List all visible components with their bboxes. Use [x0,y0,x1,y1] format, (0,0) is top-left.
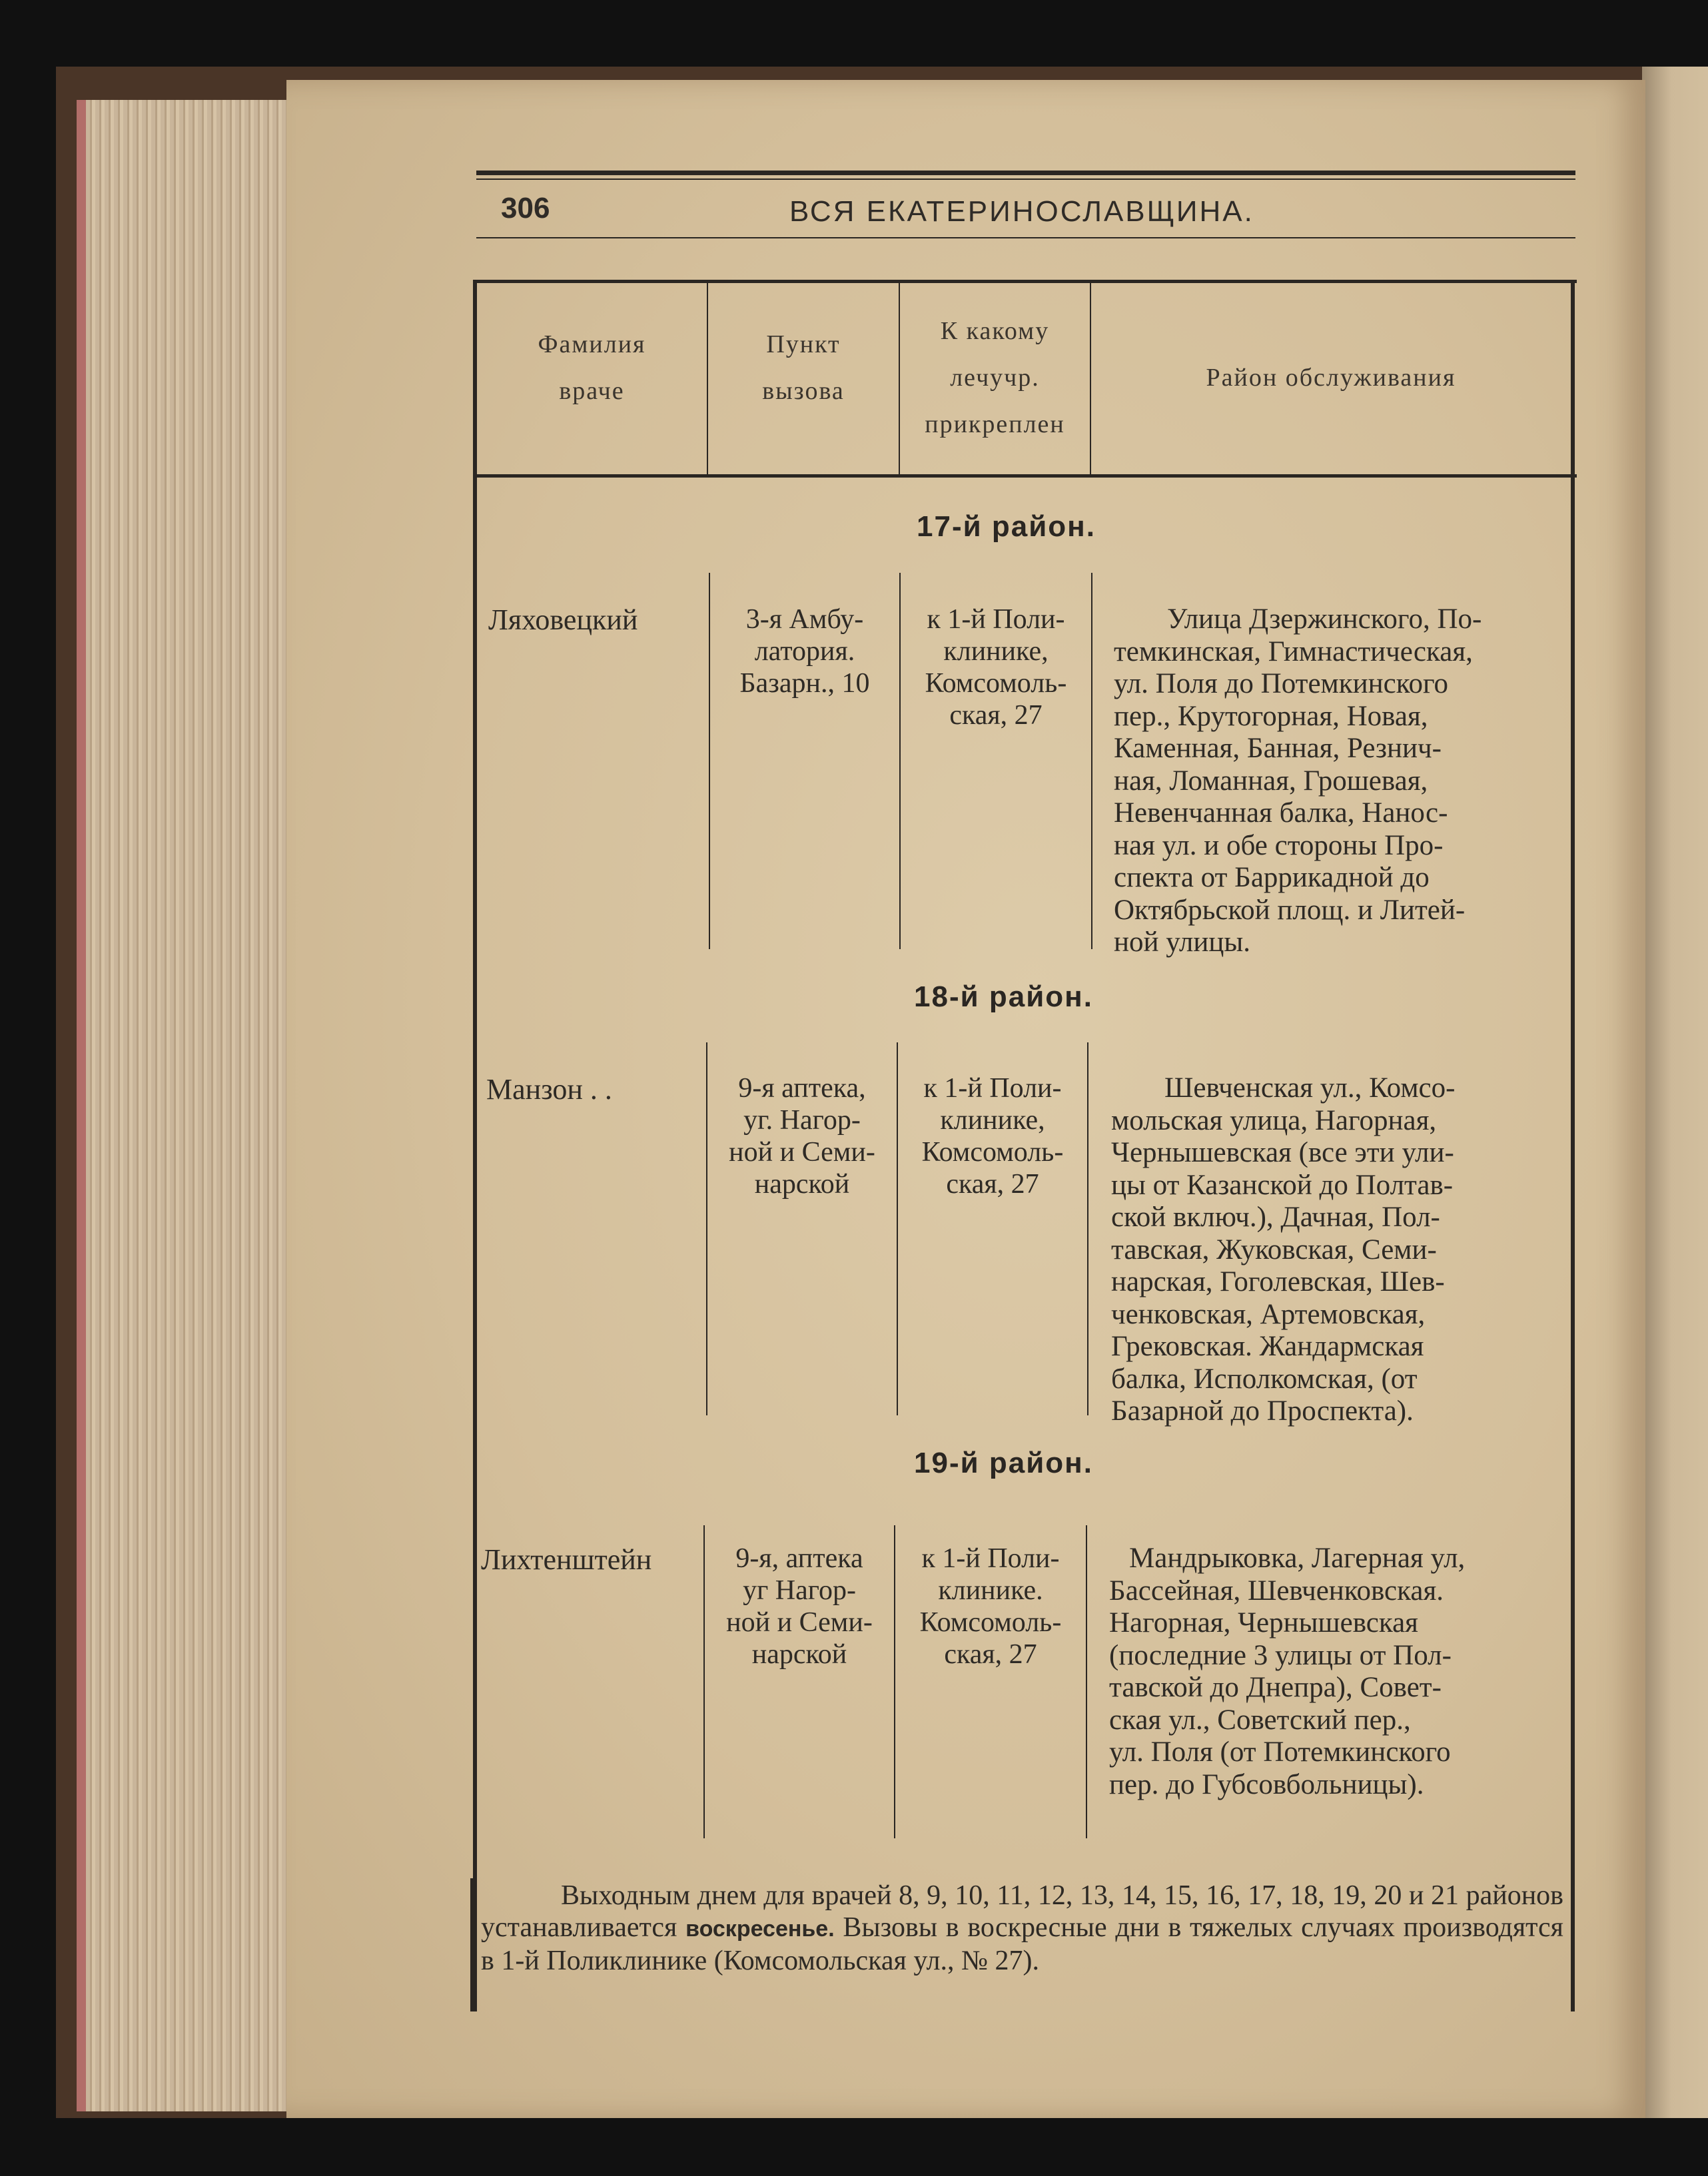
attached-clinic: к 1-й Поли- клинике. Комсомоль- ская, 27 [919,1543,1062,1670]
header-rule-thin [476,179,1575,180]
district-title: 17-й район. [917,510,1096,543]
note-emphasis: воскресенье. [685,1916,835,1942]
col-divider [1091,573,1092,949]
doctor-name: Ляховецкий [488,603,638,636]
col-divider [1087,1042,1088,1415]
running-title: ВСЯ ЕКАТЕРИНОСЛАВЩИНА. [789,195,1254,228]
call-point: 9-я аптека, уг. Нагор- ной и Семи- нарской [729,1073,875,1200]
district-title: 19-й район. [914,1447,1093,1479]
call-point: 3-я Амбу- латория. Базарн., 10 [739,604,870,699]
background [56,2118,1708,2176]
header-rule-top [476,171,1575,175]
table-header-divider [474,474,1577,478]
column-header-name: Фамилия враче [538,330,646,405]
facing-page [1642,67,1708,2118]
attached-clinic: к 1-й Поли- клинике, Комсомоль- ская, 27 [921,1073,1064,1200]
service-area: Мандрыковка, Лагерная ул, Бассейная, Шевченковская. Нагорная, Чернышевская (последние 3 улицы от Пол- тавской до Днепра), Совет- ская ул., Советский пер., ул. Поля (от Потемкинского пер. до Губсовбольницы). [1109,1543,1466,1800]
days-off-note [481,1880,1563,1977]
attached-clinic: к 1-й Поли- клинике, Комсомоль- ская, 27 [925,604,1067,731]
doctor-name: Лихтенштейн [481,1543,652,1576]
column-header-clinic: К какому лечучр. прикреплен [925,317,1065,438]
column-header-call-point: Пункт вызова [762,330,845,405]
doctor-name: Манзон . . [486,1073,612,1106]
call-point: 9-я, аптека уг Нагор- ной и Семи- нарской [726,1543,873,1670]
column-header-area: Район обслуживания [1206,364,1456,392]
note-text: Вызовы в воскресные дни в тяжелых случаях производятся в 1-й Поликлинике (Комсомольская ул., № 27). [481,1912,1564,1976]
district-title: 18-й район. [914,980,1093,1013]
table-left-border [473,280,477,2011]
header-rule-bottom [476,237,1575,238]
table-top-border [474,280,1577,283]
service-area: Улица Дзержинского, По- темкинская, Гимнастическая, ул. Поля до Потемкинского пер., Крутогорная, Новая, Каменная, Банная, Резнич- ная, Ломанная, Грошевая, Невенчанная балка, Нанос- ная ул. и обе стороны Про- спекта от Баррикадной до Октябрьской площ. и Литей- ной улицы. [1114,603,1482,958]
col-divider [1086,1525,1087,1838]
note-text: Выходным днем для врачей 8, 9, 10, 11, 12, 13, 14, 15, 16, 17, 18, 19, 20 и 21 районов устанавливается [481,1880,1563,1943]
page-number: 306 [501,192,550,224]
page-edges [77,100,296,2111]
note-left-rule [470,1878,474,2011]
service-area: Шевченская ул., Комсо- мольская улица, Нагорная, Чернышевская (все эти ули- цы от Казанской до Полтав- ской включ.), Дачная, Пол- тавская, Жуковская, Семи- нарская, Гоголевская, Шев- ченковская, Артемовская, Грековская. Жандармская балка, Исполкомская, (от Базарной до Проспекта). [1111,1072,1456,1427]
